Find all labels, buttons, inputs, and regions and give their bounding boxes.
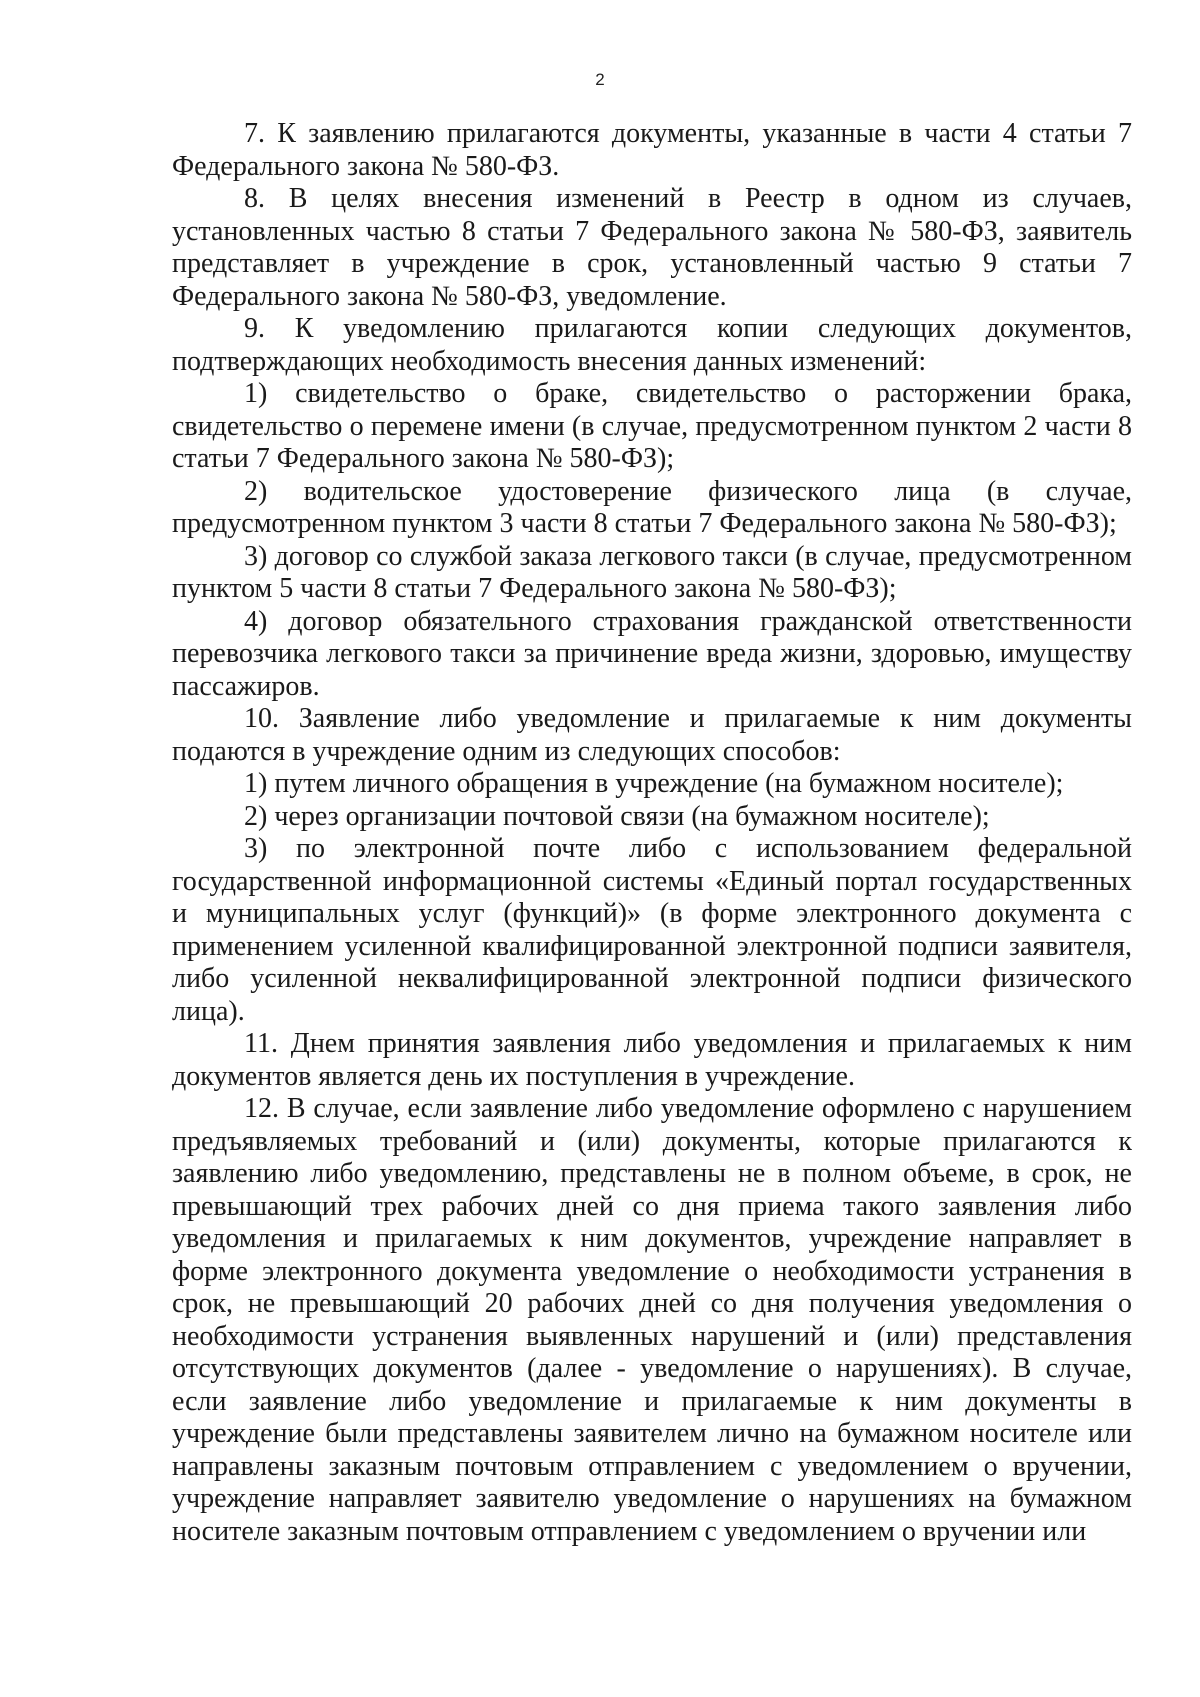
- paragraph-12: 12. В случае, если заявление либо уведомление оформлено с нарушением предъявляемых требований и (или) документы, которые прилагаются к заявлению либо уведомлению, представлены не в полном объеме, в срок, не превышающий трех рабочих дней со дня приема такого заявления либо уведомления и прилагаемых к ним документов, учреждение направляет в форме электронного документа уведомление о необходимости устранения в срок, не превышающий 20 рабочих дней со дня получения уведомления о необходимости устранения выявленных нарушений и (или) представления отсутствующих документов (далее - уведомление о нарушениях). В случае, если заявление либо уведомление и прилагаемые к ним документы в учреждение были представлены заявителем лично на бумажном носителе или направлены заказным почтовым отправлением с уведомлением о вручении, учреждение направляет заявителю уведомление о нарушениях на бумажном носителе заказным почтовым отправлением с уведомлением о вручении или: [172, 1093, 1132, 1547]
- list-item-10-2: 2) через организации почтовой связи (на бумажном носителе);: [244, 800, 990, 832]
- paragraph-11: 11. Днем принятия заявления либо уведомления и прилагаемых к ним документов является день их поступления в учреждение.: [172, 1028, 1132, 1092]
- list-item-9-2: 2) водительское удостоверение физического лица (в случае, предусмотренном пунктом 3 части 8 статьи 7 Федерального закона № 580-ФЗ);: [172, 475, 1132, 539]
- paragraph-10: 10. Заявление либо уведомление и прилагаемые к ним документы подаются в учреждение одним из следующих способов:: [172, 703, 1132, 767]
- document-body: [172, 118, 1132, 1548]
- page-number: 2: [595, 70, 605, 89]
- list-item-9-3: 3) договор со службой заказа легкового такси (в случае, предусмотренном пунктом 5 части 8 статьи 7 Федерального закона № 580-ФЗ);: [172, 540, 1132, 604]
- list-item-9-4: 4) договор обязательного страхования гражданской ответственности перевозчика легкового такси за причинение вреда жизни, здоровью, имуществу пассажиров.: [172, 605, 1132, 702]
- list-item-10-1: 1) путем личного обращения в учреждение (на бумажном носителе);: [244, 768, 1064, 799]
- list-item-9-1: 1) свидетельство о браке, свидетельство о расторжении брака, свидетельство о перемене имени (в случае, предусмотренном пунктом 2 части 8 статьи 7 Федерального закона № 580-ФЗ);: [172, 378, 1132, 474]
- paragraph-7: 7. К заявлению прилагаются документы, указанные в части 4 статьи 7 Федерального закона № 580-ФЗ.: [172, 118, 1132, 182]
- list-item-10-3: 3) по электронной почте либо с использованием федеральной государственной информационной системы «Единый портал государственных и муниципальных услуг (функций)» (в форме электронного документа с применением усиленной квалифицированной электронной подписи заявителя, либо усиленной неквалифицированной электронной подписи физического лица).: [172, 833, 1132, 1027]
- paragraph-9: 9. К уведомлению прилагаются копии следующих документов, подтверждающих необходимость внесения данных изменений:: [172, 313, 1132, 377]
- paragraph-8: 8. В целях внесения изменений в Реестр в одном из случаев, установленных частью 8 статьи 7 Федерального закона № 580-ФЗ, заявитель представляет в учреждение в срок, установленный частью 9 статьи 7 Федерального закона № 580-ФЗ, уведомление.: [172, 183, 1132, 312]
